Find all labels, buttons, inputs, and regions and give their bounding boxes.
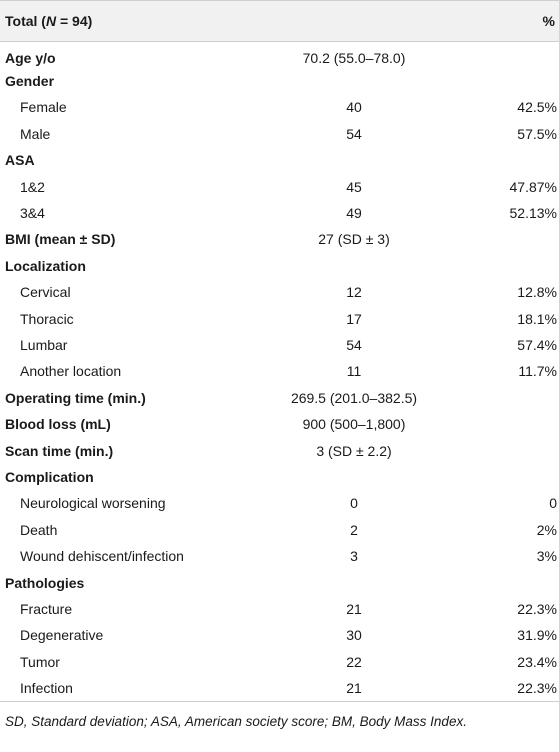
table-row bbox=[0, 675, 559, 701]
row-count: 21 bbox=[346, 679, 362, 696]
row-count: 12 bbox=[346, 284, 362, 301]
row-count: 54 bbox=[346, 336, 362, 353]
table-row bbox=[0, 121, 559, 147]
row-label: Male bbox=[20, 125, 51, 142]
table-row bbox=[0, 596, 559, 622]
row-count: 0 bbox=[350, 495, 358, 512]
row-value: 70.2 (55.0–78.0) bbox=[302, 49, 406, 66]
row-percent: 22.3% bbox=[517, 600, 557, 617]
row-percent: 11.7% bbox=[518, 363, 557, 380]
row-percent: 12.8% bbox=[517, 284, 557, 301]
row-label: Cervical bbox=[20, 284, 71, 301]
table-row bbox=[0, 622, 559, 648]
row-label: Death bbox=[20, 521, 58, 538]
row-label: 1&2 bbox=[20, 178, 45, 195]
row-label: Neurological worsening bbox=[20, 495, 166, 512]
row-label: Operating time (min.) bbox=[5, 389, 146, 406]
table-header-row bbox=[0, 1, 559, 42]
header-percent: % bbox=[542, 13, 555, 29]
row-label: Lumbar bbox=[20, 336, 68, 353]
row-count: 54 bbox=[346, 125, 362, 142]
row-value: 3 (SD ± 2.2) bbox=[316, 442, 392, 459]
table-row bbox=[0, 173, 559, 199]
group-label: Localization bbox=[5, 257, 86, 274]
table-row bbox=[0, 94, 559, 120]
table-row bbox=[0, 279, 559, 305]
row-percent: 57.5% bbox=[517, 125, 557, 142]
row-value: 900 (500–1,800) bbox=[302, 416, 406, 433]
row-percent: 2% bbox=[536, 521, 557, 538]
table-row bbox=[0, 385, 559, 411]
row-value: 269.5 (201.0–382.5) bbox=[290, 389, 418, 406]
header-total bbox=[0, 1, 244, 42]
header-total-prefix: Total ( bbox=[5, 13, 46, 29]
table-footnote: SD, Standard deviation; ASA, American society score; BM, Body Mass Index. bbox=[5, 713, 467, 729]
row-count: 11 bbox=[346, 363, 362, 380]
row-percent: 18.1% bbox=[517, 310, 557, 327]
row-count: 2 bbox=[350, 521, 358, 538]
group-label: Gender bbox=[5, 73, 55, 90]
row-label: Degenerative bbox=[20, 627, 104, 644]
row-label: Female bbox=[20, 99, 67, 116]
table-row bbox=[0, 200, 559, 226]
table-row bbox=[0, 648, 559, 674]
row-label: Age y/o bbox=[5, 49, 56, 66]
table-row bbox=[0, 437, 559, 463]
table-row bbox=[0, 569, 559, 595]
row-count: 40 bbox=[346, 99, 362, 116]
row-count: 3 bbox=[350, 548, 358, 565]
table-row bbox=[0, 253, 559, 279]
row-percent: 42.5% bbox=[517, 99, 557, 116]
row-percent: 52.13% bbox=[509, 205, 557, 222]
row-count: 30 bbox=[346, 627, 362, 644]
row-label: Fracture bbox=[20, 600, 73, 617]
row-label: Blood loss (mL) bbox=[5, 416, 111, 433]
header-count bbox=[244, 1, 464, 42]
table-row bbox=[0, 543, 559, 569]
row-label: Wound dehiscent/infection bbox=[20, 548, 184, 565]
group-label: Pathologies bbox=[5, 574, 85, 591]
row-count: 17 bbox=[346, 310, 362, 327]
row-label: Infection bbox=[20, 679, 73, 696]
row-percent: 31.9% bbox=[517, 627, 557, 644]
table-body bbox=[0, 42, 559, 702]
row-label: Thoracic bbox=[20, 310, 74, 327]
table-row bbox=[0, 42, 559, 68]
row-count: 22 bbox=[346, 653, 362, 670]
table-row bbox=[0, 358, 559, 384]
row-label: BMI (mean ± SD) bbox=[5, 231, 116, 248]
table-row bbox=[0, 332, 559, 358]
table-row bbox=[0, 305, 559, 331]
row-count: 45 bbox=[346, 178, 362, 195]
header-total-n: N bbox=[45, 13, 57, 29]
table-row bbox=[0, 226, 559, 252]
row-percent: 47.87% bbox=[509, 178, 557, 195]
group-label: ASA bbox=[5, 152, 35, 169]
row-label: Tumor bbox=[20, 653, 60, 670]
row-count: 21 bbox=[346, 600, 362, 617]
table-row bbox=[0, 411, 559, 437]
table-row bbox=[0, 464, 559, 490]
row-label: Another location bbox=[20, 363, 122, 380]
group-label: Complication bbox=[5, 468, 94, 485]
row-percent: 3% bbox=[536, 548, 557, 565]
header-total-suffix: = 94) bbox=[56, 13, 93, 29]
row-percent: 22.3% bbox=[517, 679, 557, 696]
table-row bbox=[0, 68, 559, 94]
table-row bbox=[0, 517, 559, 543]
row-value: 27 (SD ± 3) bbox=[318, 231, 390, 248]
row-percent: 23.4% bbox=[517, 653, 557, 670]
row-percent: 0 bbox=[549, 495, 557, 512]
table-row bbox=[0, 147, 559, 173]
row-label: 3&4 bbox=[20, 205, 45, 222]
row-count: 49 bbox=[346, 205, 362, 222]
table-row bbox=[0, 490, 559, 516]
row-label: Scan time (min.) bbox=[5, 442, 114, 459]
row-percent: 57.4% bbox=[517, 336, 557, 353]
